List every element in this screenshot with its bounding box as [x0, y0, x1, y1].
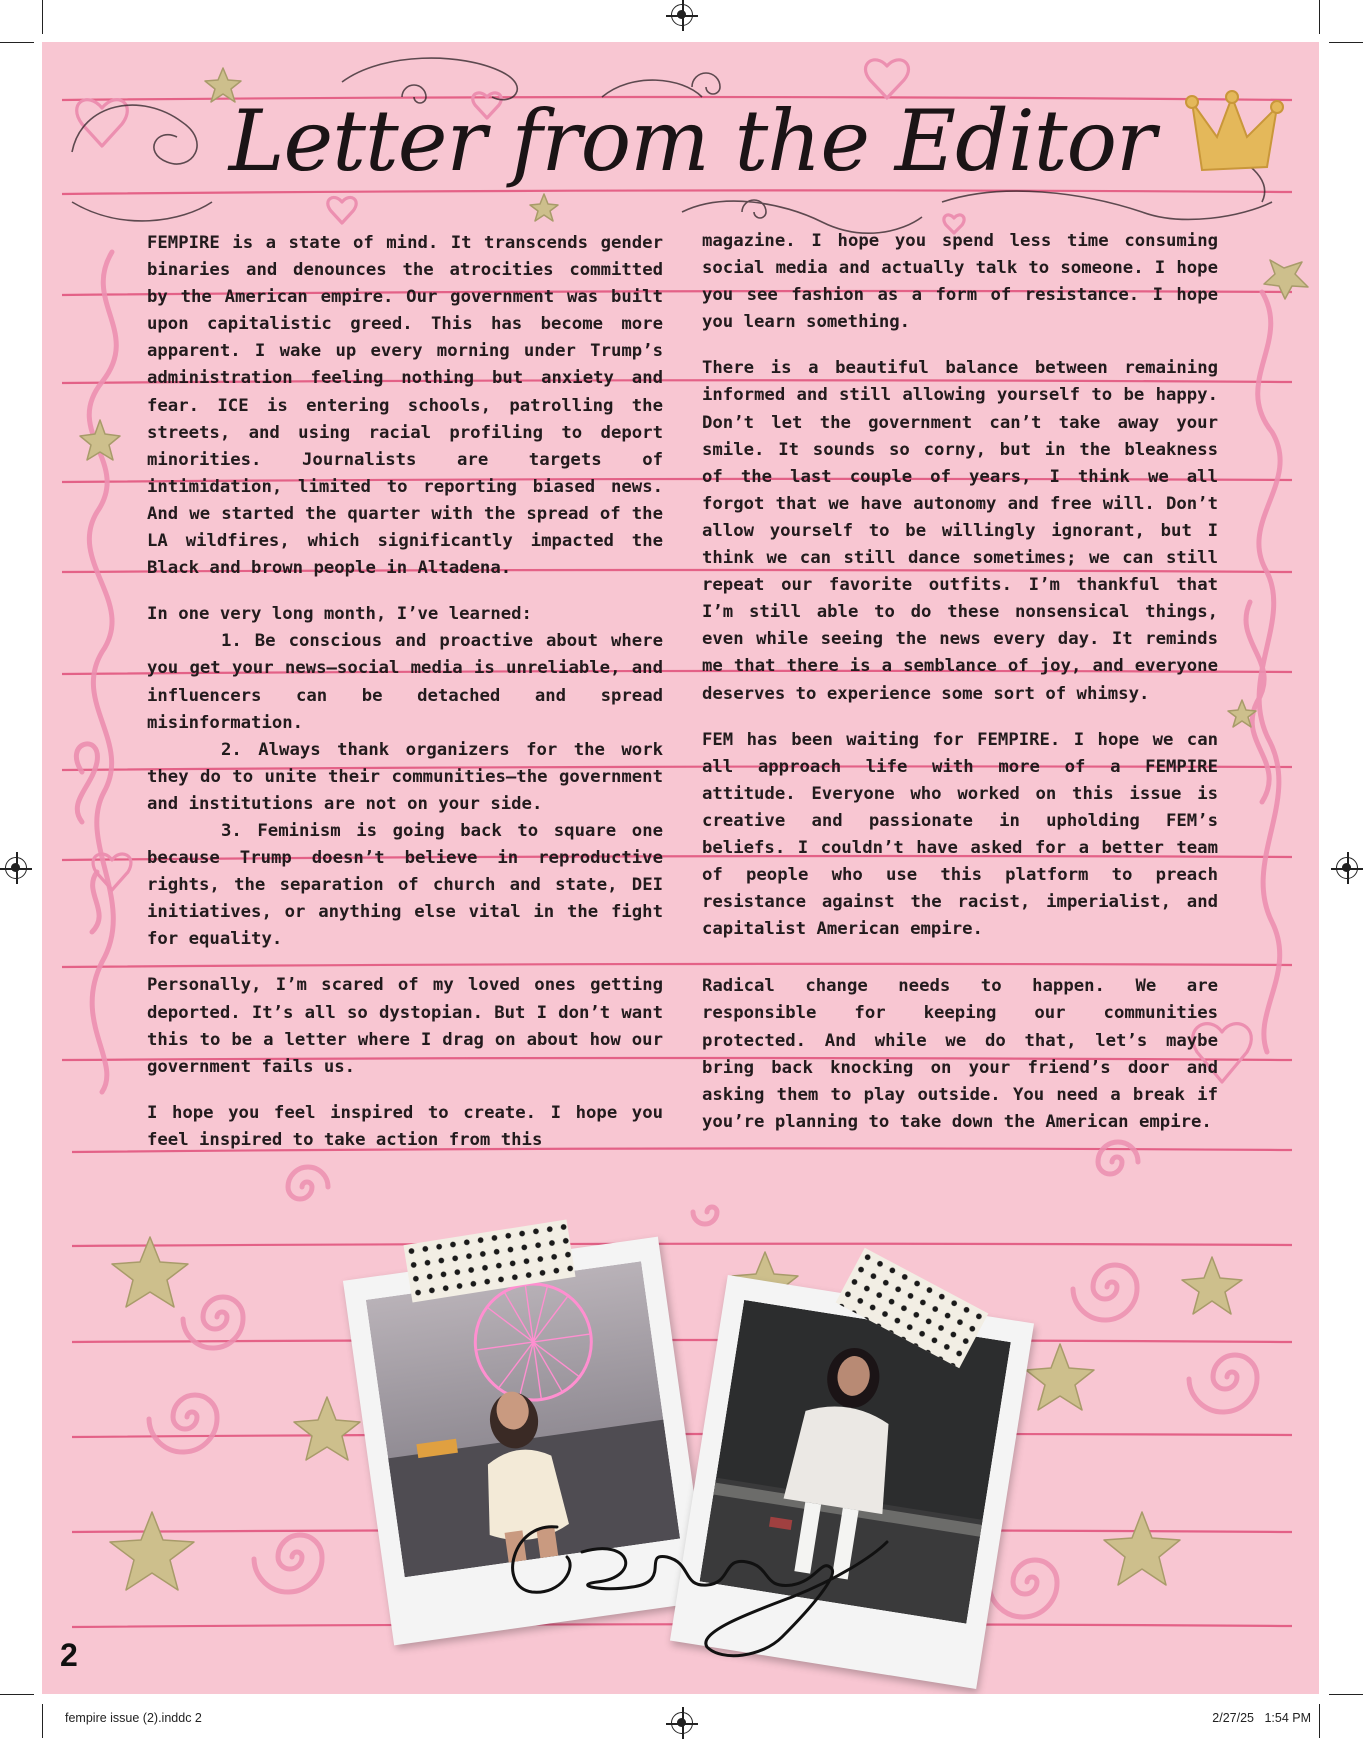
list-item: 3. Feminism is going back to square one because Trump doesn’t believe in reproductive rights, the separation of church and state, DEI initiatives, or anything else vital in the fight for equality. — [147, 820, 663, 950]
page-number: 2 — [60, 1637, 78, 1673]
magazine-page — [42, 42, 1319, 1694]
registration-mark-right — [1336, 857, 1358, 879]
slug-date: 2/27/25 — [1212, 1711, 1255, 1725]
page-title: Letter from the Editor — [228, 92, 1156, 190]
crop-mark — [1319, 1704, 1320, 1738]
paragraph: There is a beautiful balance between remaining informed and still allowing yourself to be happy. Don’t let the government can’t take away your smile. It sounds so corny, but in the bleakness of the last couple of years, I think we all forgot that we have autonomy and free will. Don’t allow yourself to be willingly ignorant, but I think we can still dance sometimes; we can still repeat our favorite outfits. I’m thankful that I’m still able to do these nonsensical things, even while seeing the news every day. It reminds me that there is a semblance of joy, and everyone deserves to experience some sort of whimsy. — [702, 358, 1218, 704]
paragraph: magazine. I hope you spend less time consuming social media and actually talk to someone. I hope you see fashion as a form of resistance. I hope you learn something. — [702, 231, 1218, 333]
registration-mark-left — [5, 857, 27, 879]
list-item: 2. Always thank organizers for the work they do to unite their communities—the government and institutions are not on your side. — [147, 739, 663, 814]
crop-mark — [1329, 42, 1363, 43]
paragraph: Radical change needs to happen. We are responsible for keeping our communities protected. And while we do that, let’s maybe bring back knocking on your friend’s door and asking them to play outside. You need a break if you’re planning to take down the American empire. — [702, 976, 1218, 1132]
paragraph: FEMPIRE is a state of mind. It transcends gender binaries and denounces the atrocities committed by the American empire. Our government was built upon capitalistic greed. This has become more apparent. I wake up every morning under Trump’s administration feeling nothing but anxiety and fear. ICE is entering schools, patrolling the streets, and using racial profiling to deport minorities. Journalists are targets of intimidation, limited to reporting biased news. And we started the quarter with the spread of the LA wildfires, which significantly impacted the Black and brown people in Altadena. — [147, 233, 663, 579]
slug-timestamp — [1212, 1711, 1311, 1725]
registration-mark-top — [671, 4, 693, 26]
crop-mark — [0, 1694, 34, 1695]
crop-mark — [42, 1704, 43, 1738]
crop-mark — [42, 0, 43, 34]
paragraph: Personally, I’m scared of my loved ones getting deported. It’s all so dystopian. But I don’t want this to be a letter where I drag on about how our government fails us. — [147, 975, 663, 1077]
paragraph: FEM has been waiting for FEMPIRE. I hope we can all approach life with more of a FEMPIRE attitude. Everyone who worked on this issue is creative and passionate in upholding FEM’s beliefs. I couldn’t have asked for a better team of people who use this platform to preach resistance against the racist, imperialist, and capitalist American empire. — [702, 729, 1218, 940]
list-item: 1. Be conscious and proactive about where you get your news—social media is unreliable, and influencers can be detached and spread misinformation. — [147, 631, 663, 733]
registration-mark-bottom — [671, 1712, 693, 1734]
letter-column-left — [147, 230, 663, 1154]
crop-mark — [0, 42, 34, 43]
slug-time: 1:54 PM — [1264, 1711, 1311, 1725]
slug-filename: fempire issue (2).inddc 2 — [65, 1711, 202, 1725]
letter-column-right — [702, 228, 1218, 1136]
signature — [492, 1497, 942, 1667]
crop-mark — [1319, 0, 1320, 34]
list-intro: In one very long month, I’ve learned: — [147, 604, 532, 625]
crop-mark — [1329, 1694, 1363, 1695]
paragraph: I hope you feel inspired to create. I hope you feel inspired to take action from this — [147, 1102, 663, 1150]
